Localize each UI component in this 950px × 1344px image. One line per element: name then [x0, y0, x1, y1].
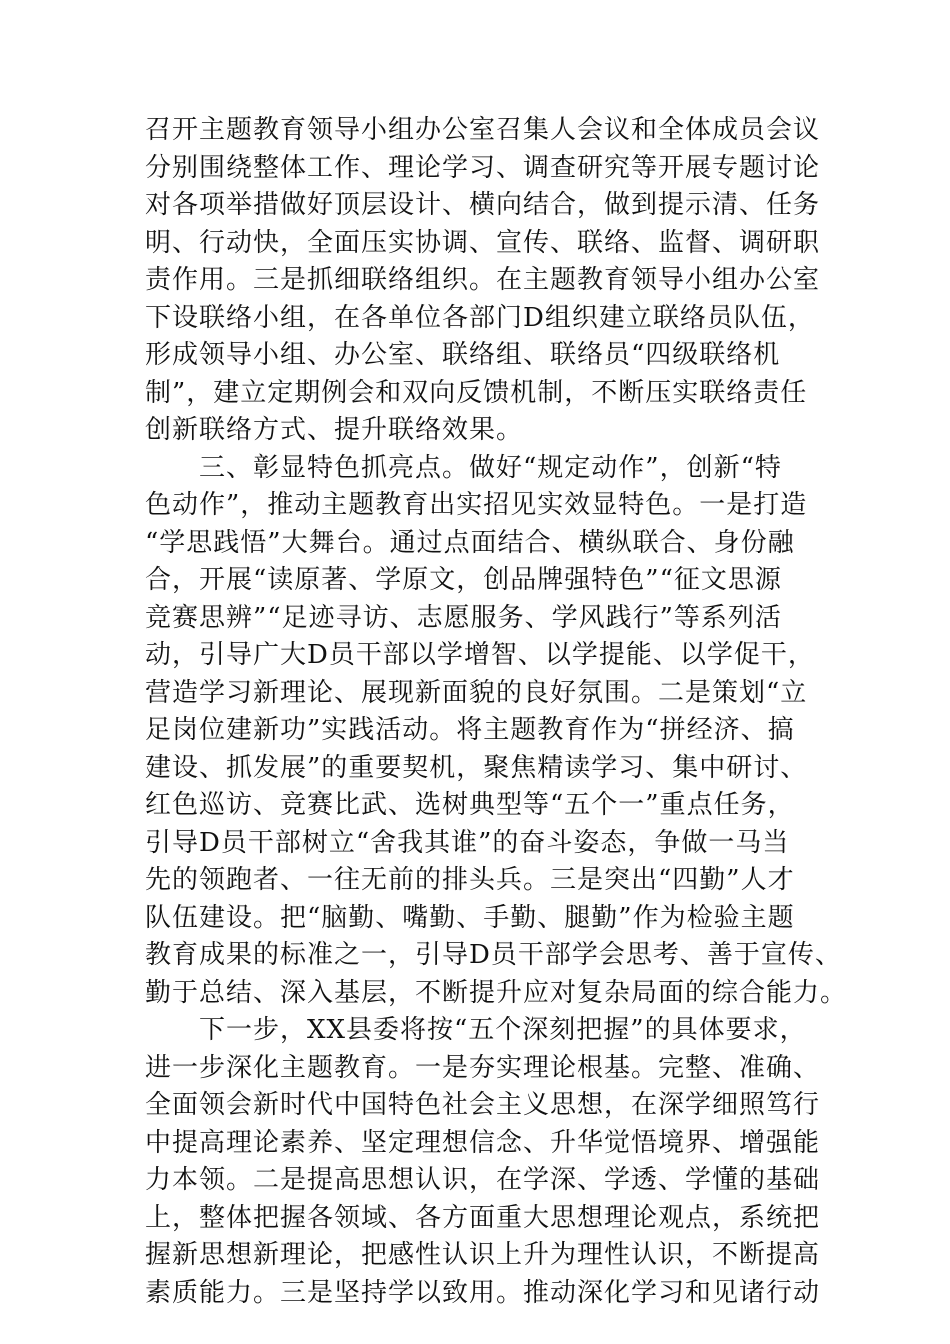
text-line: 形成领导小组、办公室、联络组、联络员“四级联络机 — [145, 340, 781, 370]
text-line: 红色巡访、竞赛比武、选树典型等“五个一”重点任务， — [145, 790, 795, 820]
text-line: 力本领。二是提高思想认识，在学深、学透、学懂的基础 — [145, 1165, 821, 1195]
text-line: 制”，建立定期例会和双向反馈机制，不断压实联络责任 — [145, 377, 808, 408]
text-line: 下设联络小组，在各单位各部门D组织建立联络员队伍， — [145, 302, 815, 333]
text-line: 先的领跑者、一往无前的排头兵。三是突出“四勤”人才 — [145, 865, 795, 895]
text-line: 竞赛思辨”“足迹寻访、志愿服务、学风践行”等系列活 — [145, 602, 782, 633]
text-line: 上，整体把握各领域、各方面重大思想理论观点，系统把 — [145, 1202, 821, 1233]
text-line: 动，引导广大D员干部以学增智、以学提能、以学促干， — [145, 640, 815, 670]
text-line: 引导D员干部树立“舍我其谁”的奋斗姿态，争做一马当 — [145, 827, 790, 858]
body-text — [145, 112, 848, 1312]
text-line: 中提高理论素养、坚定理想信念、升华觉悟境界、增强能 — [145, 1127, 821, 1158]
paragraph-start-line: 三、彰显特色抓亮点。做好“规定动作”，创新“特 — [199, 452, 782, 483]
text-line: 握新思想新理论，把感性认识上升为理性认识，不断提高 — [145, 1240, 821, 1270]
text-line: 对各项举措做好顶层设计、横向结合，做到提示清、任务 — [145, 190, 821, 220]
text-line: 责作用。三是抓细联络组织。在主题教育领导小组办公室 — [145, 265, 821, 295]
text-line: 勤于总结、深入基层，不断提升应对复杂局面的综合能力。 — [145, 977, 848, 1008]
text-line: 足岗位建新功”实践活动。将主题教育作为“拼经济、搞 — [145, 715, 795, 745]
text-line: 召开主题教育领导小组办公室召集人会议和全体成员会议 — [145, 115, 821, 145]
text-line: 全面领会新时代中国特色社会主义思想，在深学细照笃行 — [145, 1090, 821, 1120]
text-line: 素质能力。三是坚持学以致用。推动深化学习和见诸行动 — [145, 1277, 821, 1308]
text-line: 色动作”，推动主题教育出实招见实效显特色。一是打造 — [145, 490, 808, 520]
paragraph-start-line: 下一步，XX县委将按“五个深刻把握”的具体要求， — [199, 1015, 807, 1045]
text-line: 建设、抓发展”的重要契机，聚焦精读学习、集中研讨、 — [145, 752, 808, 783]
text-line: 队伍建设。把“脑勤、嘴勤、手勤、腿勤”作为检验主题 — [145, 902, 795, 933]
text-line: 合，开展“读原著、学原文，创品牌强特色”“征文思源 — [145, 565, 782, 595]
text-line: 创新联络方式、提升联络效果。 — [145, 415, 524, 445]
text-line: 进一步深化主题教育。一是夯实理论根基。完整、准确、 — [145, 1052, 821, 1083]
text-line: 明、行动快，全面压实协调、宣传、联络、监督、调研职 — [145, 227, 821, 258]
text-line: 教育成果的标准之一，引导D员干部学会思考、善于宣传、 — [145, 940, 842, 970]
text-line: 营造学习新理论、展现新面貌的良好氛围。二是策划“立 — [145, 677, 808, 708]
text-line: 分别围绕整体工作、理论学习、调查研究等开展专题讨论 — [145, 152, 821, 183]
text-line: “学思践悟”大舞台。通过点面结合、横纵联合、身份融 — [145, 527, 795, 558]
